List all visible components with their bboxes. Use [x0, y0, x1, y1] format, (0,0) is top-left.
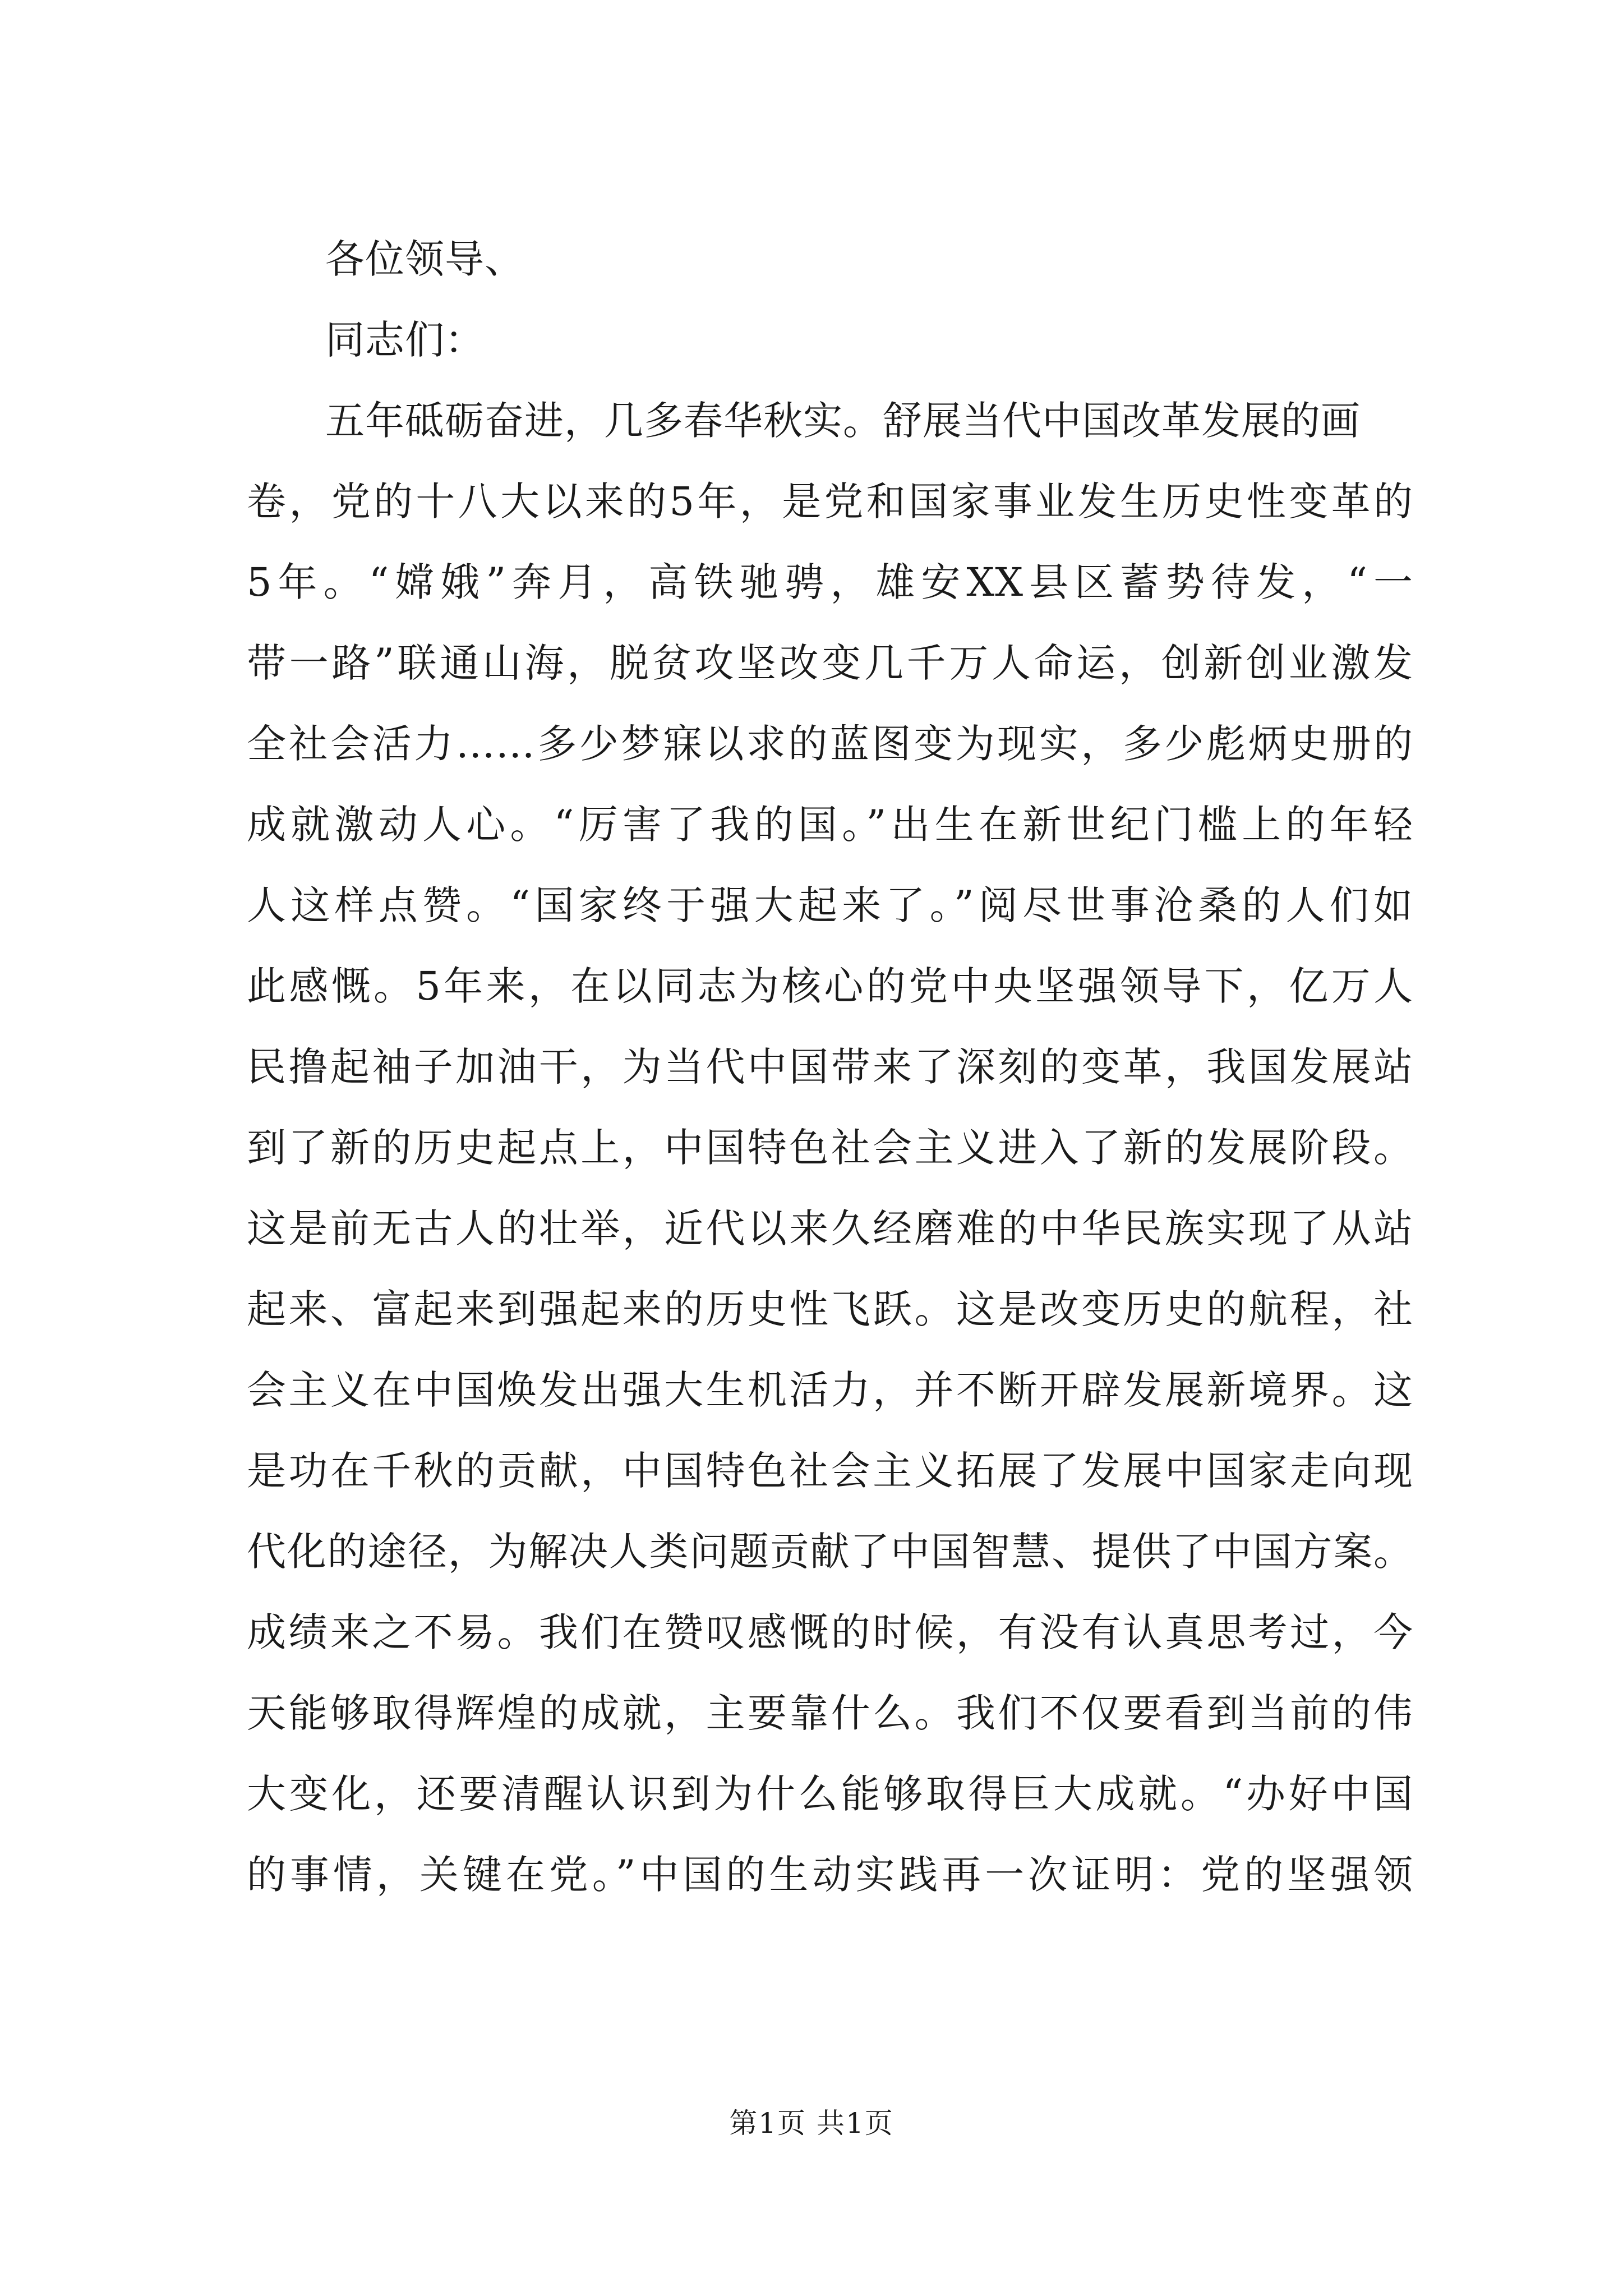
document-body: [247, 219, 1413, 1915]
paragraph-line: 全社会活力……多少梦寐以求的蓝图变为现实，多少彪炳史册的: [247, 721, 1413, 767]
paragraph-line: 带一路”联通山海，脱贫攻坚改变几千万人命运，创新创业激发: [247, 640, 1413, 686]
salutation-comrades: 同志们：: [325, 317, 485, 363]
paragraph-line: 卷，党的十八大以来的5年，是党和国家事业发生历史性变革的: [247, 478, 1413, 524]
paragraph-line: 成绩来之不易。我们在赞叹感慨的时候，有没有认真思考过，今: [247, 1609, 1413, 1655]
salutation-leaders: 各位领导、: [325, 236, 524, 282]
paragraph-line: 代化的途径，为解决人类问题贡献了中国智慧、提供了中国方案。: [247, 1529, 1413, 1575]
paragraph-line: 的事情，关键在党。”中国的生动实践再一次证明：党的坚强领: [247, 1852, 1413, 1898]
paragraph-line: 起来、富起来到强起来的历史性飞跃。这是改变历史的航程，社: [247, 1286, 1413, 1332]
paragraph-line: 民撸起袖子加油干，为当代中国带来了深刻的变革，我国发展站: [247, 1044, 1413, 1090]
paragraph-line: 5年。“嫦娥”奔月，高铁驰骋，雄安XX县区蓄势待发，“一: [247, 559, 1413, 605]
paragraph-line: 天能够取得辉煌的成就，主要靠什么。我们不仅要看到当前的伟: [247, 1690, 1413, 1736]
page-number-footer: 第1页 共1页: [729, 2107, 894, 2139]
paragraph-line: 五年砥砺奋进，几多春华秋实。舒展当代中国改革发展的画: [325, 398, 1361, 444]
paragraph-line: 是功在千秋的贡献，中国特色社会主义拓展了发展中国家走向现: [247, 1448, 1413, 1494]
paragraph-line: 成就激动人心。“厉害了我的国。”出生在新世纪门槛上的年轻: [247, 802, 1413, 848]
paragraph-line: 会主义在中国焕发出强大生机活力，并不断开辟发展新境界。这: [247, 1367, 1413, 1413]
paragraph-line: 人这样点赞。“国家终于强大起来了。”阅尽世事沧桑的人们如: [247, 882, 1413, 928]
paragraph-line: 此感慨。5年来，在以同志为核心的党中央坚强领导下，亿万人: [247, 963, 1413, 1009]
paragraph-line: 这是前无古人的壮举，近代以来久经磨难的中华民族实现了从站: [247, 1205, 1413, 1251]
paragraph-line: 到了新的历史起点上，中国特色社会主义进入了新的发展阶段。: [247, 1125, 1413, 1171]
paragraph-line: 大变化，还要清醒认识到为什么能够取得巨大成就。“办好中国: [247, 1771, 1413, 1817]
